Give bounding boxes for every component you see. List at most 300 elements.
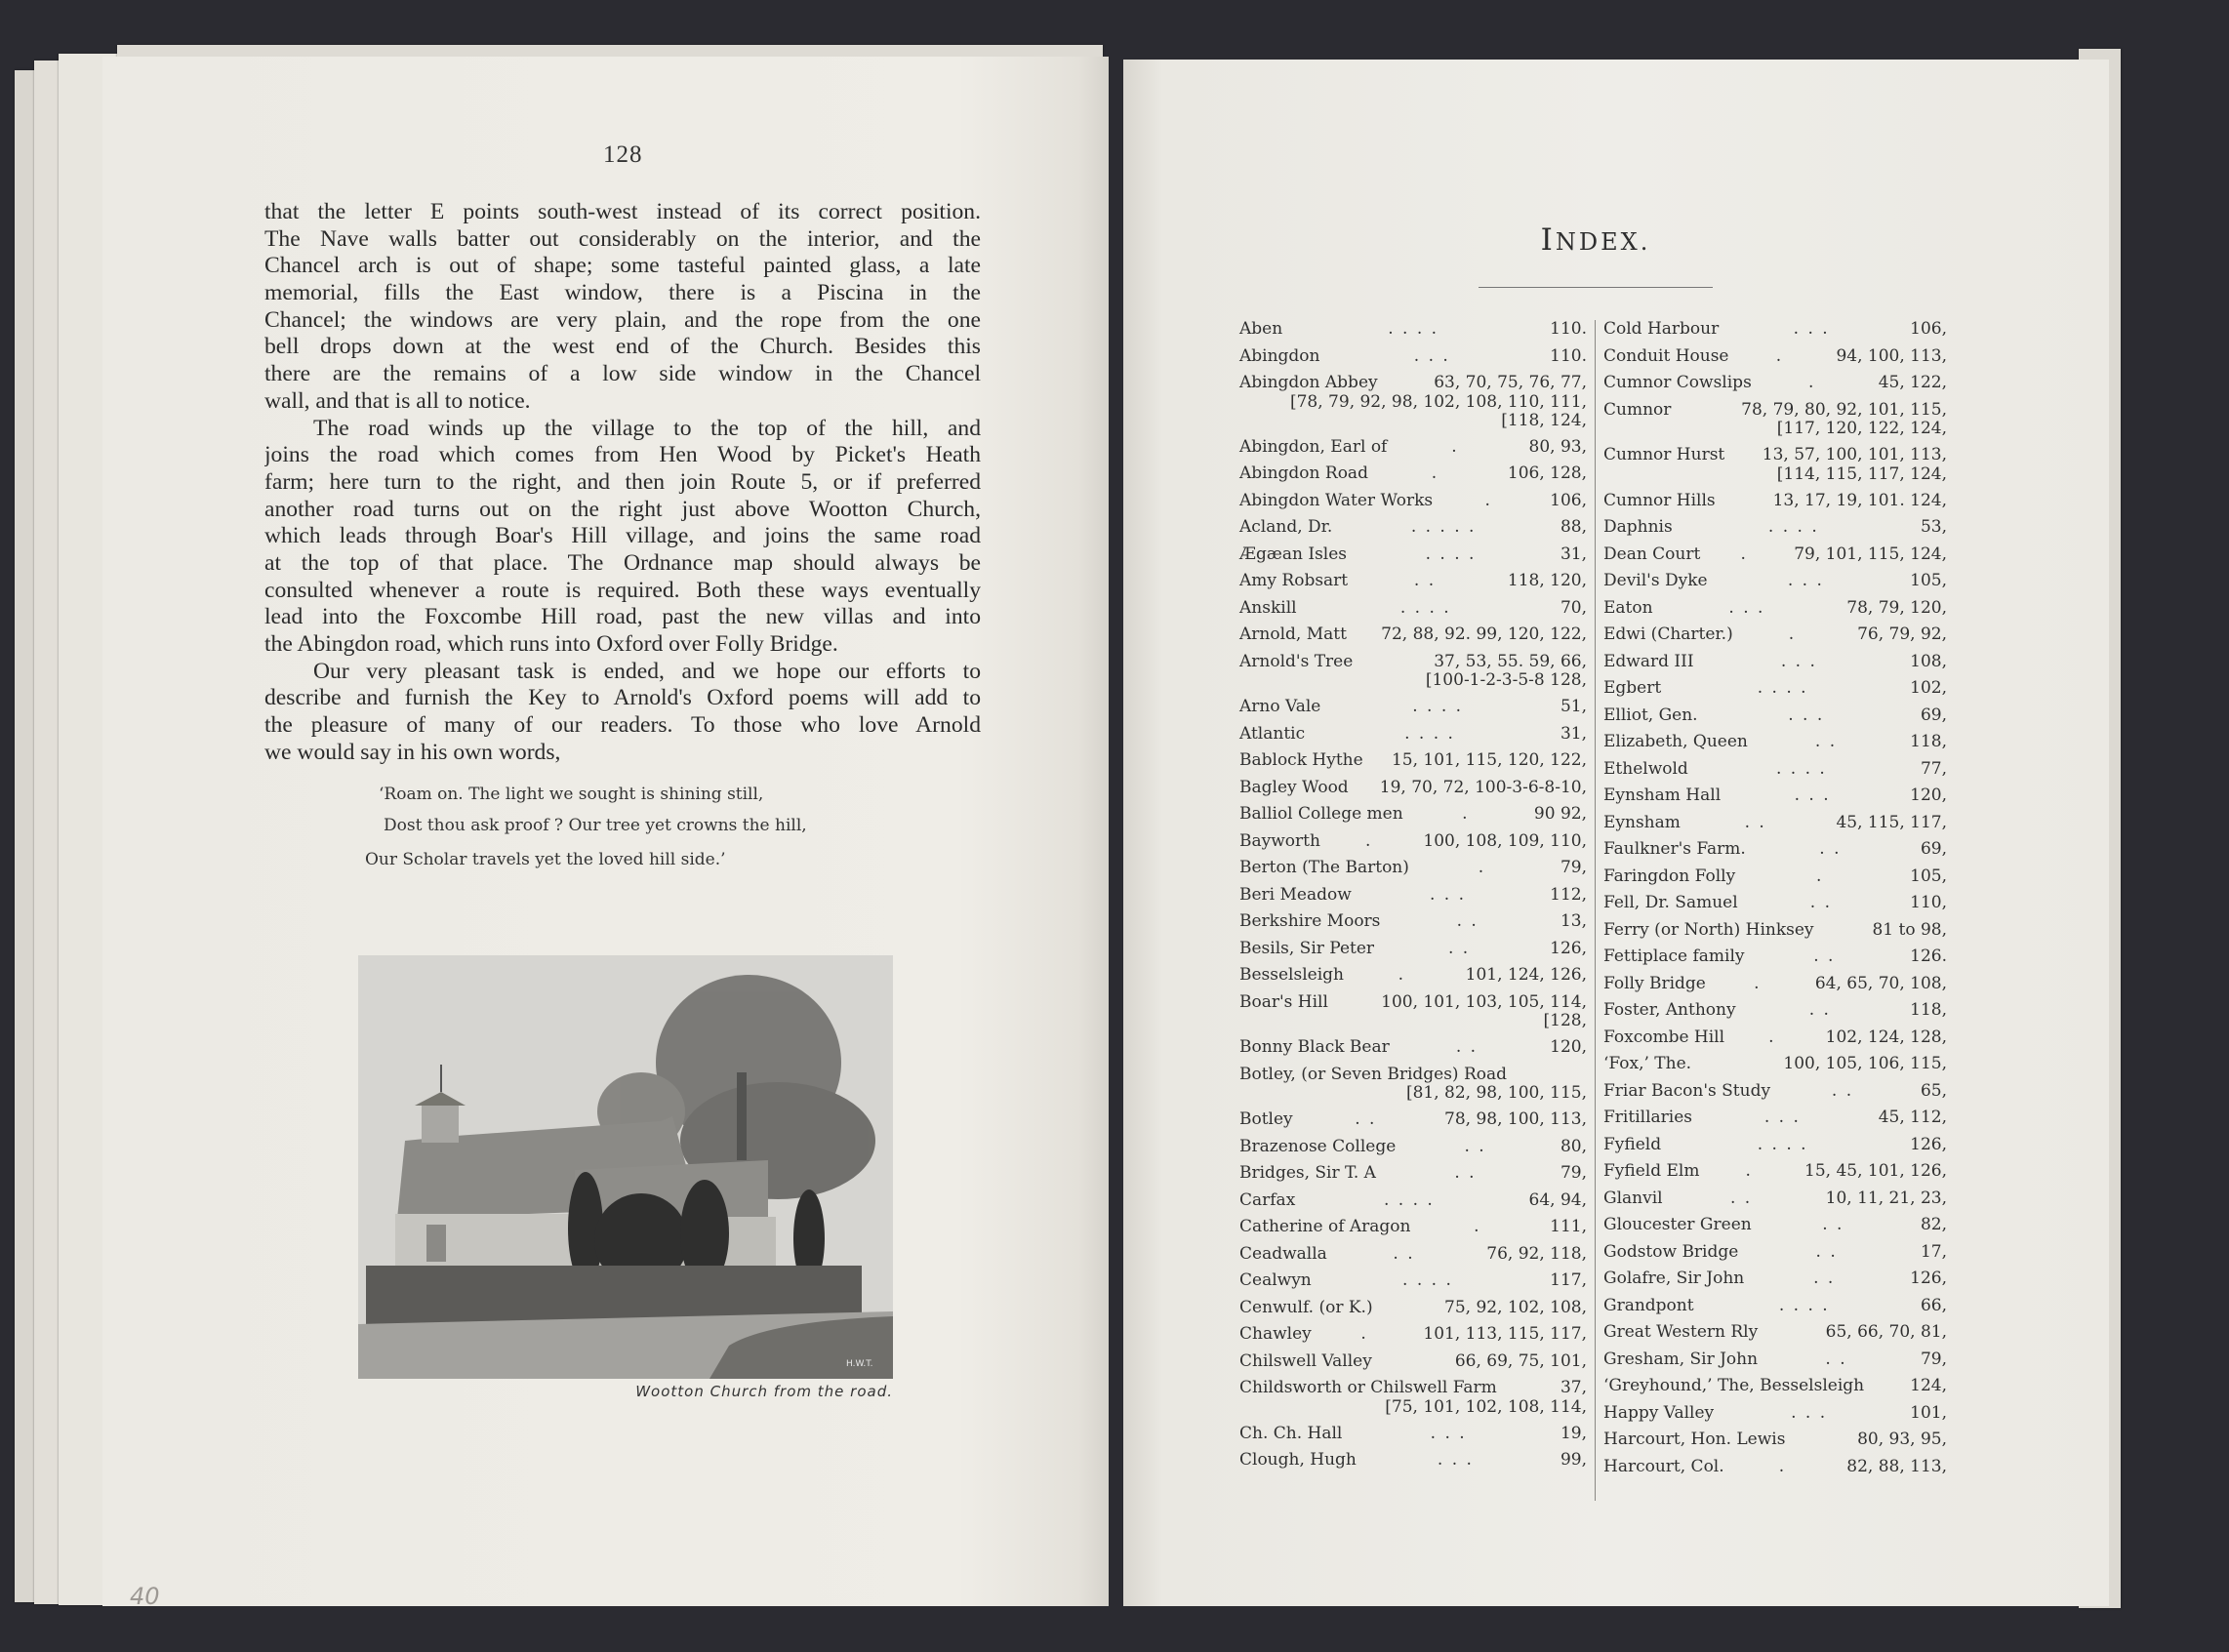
index-entry-name: Dean Court xyxy=(1603,544,1701,564)
text-line: lead into the Foxcombe Hill road, past the new villas and into xyxy=(264,604,981,630)
index-entry-pages: 82, xyxy=(1920,1215,1947,1234)
index-entry-name: Grandpont xyxy=(1603,1295,1694,1315)
index-entry-pages: 80, 93, 95, xyxy=(1857,1430,1947,1449)
index-entry xyxy=(1603,1078,1947,1106)
dot-leader: . . . . xyxy=(1388,319,1439,339)
index-entry-name: Cealwyn xyxy=(1239,1270,1312,1290)
dot-leader: . . . . xyxy=(1757,678,1808,698)
text-line: Chancel arch is out of shape; some tasteful painted glass, a late xyxy=(264,253,981,279)
index-entry xyxy=(1603,343,1947,371)
text-line: farm; here turn to the right, and then join Route 5, or if preferred xyxy=(264,468,981,495)
index-entry xyxy=(1239,989,1587,1017)
index-entry-pages: 65, 66, 70, 81, xyxy=(1825,1322,1947,1342)
index-entry-pages: 126, xyxy=(1910,1134,1947,1154)
index-column-left xyxy=(1239,316,1587,1474)
index-entry-name: Arnold, Matt xyxy=(1239,625,1347,644)
index-entry-name: Botley, (or Seven Bridges) Road xyxy=(1239,1064,1508,1084)
index-entry-name: Cumnor xyxy=(1603,399,1672,420)
index-entry xyxy=(1603,1239,1947,1267)
index-entry-name: Bonny Black Bear xyxy=(1239,1037,1390,1057)
index-entry-pages: 66, xyxy=(1920,1295,1947,1315)
index-entry xyxy=(1603,1186,1947,1213)
index-entry xyxy=(1239,622,1587,649)
index-entry-pages: 118, 120, xyxy=(1507,571,1587,590)
index-entry xyxy=(1239,1134,1587,1161)
index-entry-pages: 64, 94, xyxy=(1528,1189,1587,1210)
text-line: there are the remains of a low side window in the Chancel xyxy=(264,361,981,387)
index-entry-name: Clough, Hugh xyxy=(1239,1450,1357,1470)
index-entry-pages: 51, xyxy=(1560,697,1587,716)
dot-leader: . . xyxy=(1744,812,1766,832)
index-entry-name: Acland, Dr. xyxy=(1239,517,1333,537)
index-entry-name: Anskill xyxy=(1239,597,1297,618)
index-entry-name: Cumnor Cowslips xyxy=(1603,373,1752,392)
index-entry-pages: 102, 124, 128, xyxy=(1825,1027,1947,1047)
index-entry-name: Abingdon Road xyxy=(1239,463,1368,483)
index-entry-pages: 78, 98, 100, 113, xyxy=(1444,1109,1587,1129)
index-entry xyxy=(1239,514,1587,542)
index-entry-name: Ægæan Isles xyxy=(1239,544,1348,564)
index-entry-pages: 112, xyxy=(1550,884,1587,905)
index-column-right xyxy=(1603,316,1947,1480)
index-entry xyxy=(1603,1373,1947,1400)
dot-leader: . xyxy=(1462,804,1470,824)
dot-leader: . . xyxy=(1819,839,1842,859)
index-entry xyxy=(1603,316,1947,343)
index-entry xyxy=(1239,1349,1587,1376)
index-entry xyxy=(1239,316,1587,343)
index-entry xyxy=(1603,703,1947,730)
index-entry-name: Daphnis xyxy=(1603,517,1673,537)
dot-leader: . . . xyxy=(1791,1402,1828,1423)
index-entry xyxy=(1239,1107,1587,1134)
index-entry xyxy=(1239,936,1587,963)
index-entry-name: Abingdon xyxy=(1239,345,1320,366)
index-entry-pages: 10, 11, 21, 23, xyxy=(1825,1188,1947,1208)
index-entry xyxy=(1239,908,1587,936)
dot-leader: . xyxy=(1360,1324,1368,1344)
index-entry xyxy=(1603,675,1947,703)
index-entry-name: Abingdon Abbey xyxy=(1239,373,1378,392)
dot-leader: . . . xyxy=(1728,597,1765,618)
index-entry xyxy=(1603,810,1947,837)
index-entry xyxy=(1239,568,1587,595)
dot-leader: . . . xyxy=(1780,651,1817,671)
index-entry-name: Faringdon Folly xyxy=(1603,866,1736,886)
index-entry-pages: 126. xyxy=(1910,947,1947,966)
index-entry xyxy=(1603,370,1947,397)
index-entry-pages: 64, 65, 70, 108, xyxy=(1814,973,1947,993)
text-line: the Abingdon road, which runs into Oxford over Folly Bridge. xyxy=(264,631,838,657)
index-entry-name: Foster, Anthony xyxy=(1603,1000,1736,1020)
index-entry-name: Fyfield Elm xyxy=(1603,1161,1700,1181)
index-entry-pages: 126, xyxy=(1550,938,1587,958)
index-entry-name: Bagley Wood xyxy=(1239,777,1349,797)
index-entry-pages: 45, 112, xyxy=(1878,1108,1947,1127)
text-line: which leads through Boar's Hill village, and joins the same road xyxy=(264,523,981,549)
text-line: Chancel; the windows are very plain, and the rope from the one xyxy=(264,306,981,333)
dot-leader: . . . xyxy=(1430,1423,1467,1443)
dot-leader: . . . xyxy=(1763,1108,1801,1127)
dot-leader: . . xyxy=(1455,1037,1479,1057)
index-entry-name: Chawley xyxy=(1239,1324,1312,1344)
index-entry xyxy=(1603,595,1947,623)
index-entry-name: Ferry (or North) Hinksey xyxy=(1603,919,1814,940)
index-entry-name: Happy Valley xyxy=(1603,1402,1715,1423)
index-entry xyxy=(1603,568,1947,595)
index-entry-pages: 13, 57, 100, 101, 113, xyxy=(1762,445,1947,464)
text-line: another road turns out on the right just above Wootton Church, xyxy=(264,496,981,522)
index-entry-pages: 37, 53, 55. 59, 66, xyxy=(1434,651,1587,671)
index-entry xyxy=(1603,1132,1947,1159)
index-entry-name: Edwi (Charter.) xyxy=(1603,625,1733,644)
index-entry xyxy=(1239,595,1587,623)
index-entry-pages: 63, 70, 75, 76, 77, xyxy=(1434,373,1587,392)
photo-credit: H.W.T. xyxy=(846,1359,873,1369)
index-entry-pages: 19, 70, 72, 100-3-6-8-10, xyxy=(1379,777,1587,797)
index-entry xyxy=(1603,864,1947,891)
dot-leader: . . . xyxy=(1413,345,1450,366)
index-entry-name: Childsworth or Chilswell Farm xyxy=(1239,1378,1497,1397)
index-entry-name: Cumnor Hills xyxy=(1603,490,1716,510)
index-entry xyxy=(1603,1319,1947,1347)
index-entry-pages: 110, xyxy=(1910,893,1947,912)
index-entry xyxy=(1239,775,1587,802)
index-entry-name: Berkshire Moors xyxy=(1239,911,1381,931)
index-entry-name: Folly Bridge xyxy=(1603,973,1706,993)
index-entry-name: Cenwulf. (or K.) xyxy=(1239,1297,1373,1317)
index-entry-pages: 31, xyxy=(1560,544,1587,564)
index-entry-pages: 126, xyxy=(1910,1269,1947,1288)
index-entry-pages: 110. xyxy=(1550,345,1587,366)
index-entry-name: Conduit House xyxy=(1603,345,1729,366)
text-line: at the top of that place. The Ordnance map should always be xyxy=(264,549,981,576)
index-entry-pages: 53, xyxy=(1920,517,1947,537)
index-entry xyxy=(1239,828,1587,856)
index-entry xyxy=(1603,514,1947,542)
dot-leader: . xyxy=(1808,373,1816,392)
index-entry-continuation: [114, 115, 117, 124, xyxy=(1776,463,1947,484)
dot-leader: . xyxy=(1778,1456,1787,1476)
index-entry xyxy=(1603,997,1947,1025)
index-entry-continuation: [128, xyxy=(1543,1011,1587,1030)
index-entry-name: Cumnor Hurst xyxy=(1603,445,1725,464)
dot-leader: . . xyxy=(1447,938,1471,958)
dot-leader: . xyxy=(1398,965,1406,985)
index-entry-pages: 101, xyxy=(1910,1402,1947,1423)
index-entry-pages: 124, xyxy=(1910,1376,1947,1395)
index-entry-continuation: [78, 79, 92, 98, 102, 108, 110, 111, xyxy=(1289,391,1587,412)
index-entry-pages: 79, xyxy=(1920,1349,1947,1369)
index-entry-name: ‘Fox,’ The. xyxy=(1603,1054,1692,1073)
index-entry-name: Harcourt, Hon. Lewis xyxy=(1603,1430,1786,1449)
dot-leader: . . xyxy=(1831,1080,1854,1101)
dot-leader: . . . . xyxy=(1402,1270,1453,1290)
dot-leader: . xyxy=(1754,973,1762,993)
index-entry-pages: 79, xyxy=(1560,858,1587,877)
index-entry-pages: 79, xyxy=(1560,1163,1587,1183)
dot-leader: . . . . xyxy=(1757,1134,1808,1154)
index-entry xyxy=(1239,1268,1587,1295)
index-entry-name: Atlantic xyxy=(1239,723,1306,744)
index-entry-pages: 100, 105, 106, 115, xyxy=(1783,1054,1947,1073)
index-entry xyxy=(1603,542,1947,569)
index-entry-pages: 69, xyxy=(1920,705,1947,725)
index-title-initial: I xyxy=(1540,222,1556,258)
index-entry xyxy=(1603,1105,1947,1132)
index-entry-pages: 110. xyxy=(1550,319,1587,339)
index-entry-pages: 79, 101, 115, 124, xyxy=(1794,544,1947,564)
dot-leader: . . xyxy=(1464,1136,1486,1156)
dot-leader: . . xyxy=(1355,1109,1377,1129)
dot-leader: . xyxy=(1484,490,1492,510)
dot-leader: . . xyxy=(1813,947,1836,966)
page-number: 128 xyxy=(603,141,643,168)
index-entry-pages: 66, 69, 75, 101, xyxy=(1454,1350,1587,1371)
church-photograph xyxy=(358,955,893,1379)
dot-leader: . xyxy=(1451,436,1459,457)
index-entry xyxy=(1239,1321,1587,1349)
index-entry xyxy=(1603,1051,1947,1078)
dot-leader: . . xyxy=(1454,1163,1477,1183)
index-entry-pages: 88, xyxy=(1560,517,1587,537)
text-line: the pleasure of many of our readers. To those who love Arnold xyxy=(264,712,981,739)
index-entry xyxy=(1603,836,1947,864)
index-entry xyxy=(1603,1025,1947,1052)
index-entry-pages: 82, 88, 113, xyxy=(1846,1456,1947,1476)
index-entry xyxy=(1239,721,1587,748)
index-entry xyxy=(1239,1421,1587,1448)
index-entry-pages: 13, xyxy=(1560,911,1587,931)
index-entry-name: Chilswell Valley xyxy=(1239,1350,1372,1371)
index-entry-pages: 81 to 98, xyxy=(1872,919,1947,940)
dot-leader: . . . . xyxy=(1383,1189,1435,1210)
index-entry xyxy=(1603,622,1947,649)
index-entry-name: Fyfield xyxy=(1603,1134,1662,1154)
text-line: bell drops down at the west end of the Church. Besides this xyxy=(264,334,981,360)
index-entry-pages: 90 92, xyxy=(1533,804,1587,824)
index-entry-pages: 108, xyxy=(1910,651,1947,671)
index-entry-pages: 99, xyxy=(1560,1450,1587,1470)
dot-leader: . . . xyxy=(1429,884,1466,905)
index-entry xyxy=(1239,488,1587,515)
index-entry-name: Cold Harbour xyxy=(1603,319,1720,339)
index-entry-continuation: [117, 120, 122, 124, xyxy=(1776,419,1947,438)
poem-line: Dost thou ask proof ? Our tree yet crowns the hill, xyxy=(384,816,807,835)
dot-leader: . . . . xyxy=(1775,758,1827,779)
text-line: Our very pleasant task is ended, and we hope our efforts to xyxy=(313,658,981,684)
index-entry-pages: 80, 93, xyxy=(1528,436,1587,457)
index-entry-pages: 80, xyxy=(1560,1136,1587,1156)
index-entry xyxy=(1239,962,1587,989)
index-entry-name: Gloucester Green xyxy=(1603,1215,1752,1234)
index-entry-name: Besselsleigh xyxy=(1239,965,1344,985)
index-entry-name: Eaton xyxy=(1603,597,1653,618)
index-entry-pages: 106, xyxy=(1550,490,1587,510)
index-entry-pages: 75, 92, 102, 108, xyxy=(1444,1297,1587,1317)
index-entry xyxy=(1239,461,1587,488)
column-divider xyxy=(1595,320,1596,1501)
index-entry-name: Eynsham xyxy=(1603,812,1681,832)
dot-leader: . xyxy=(1815,866,1824,886)
index-entry-name: Abingdon, Earl of xyxy=(1239,436,1388,457)
index-entry xyxy=(1603,783,1947,810)
index-title xyxy=(1479,222,1713,258)
index-entry xyxy=(1603,729,1947,756)
dot-leader: . xyxy=(1788,625,1797,644)
index-entry-name: Gresham, Sir John xyxy=(1603,1349,1759,1369)
dot-leader: . . xyxy=(1809,893,1832,912)
index-entry xyxy=(1239,542,1587,569)
dot-leader: . xyxy=(1431,463,1439,483)
text-line: The Nave walls batter out considerably on the interior, and the xyxy=(264,225,981,252)
dot-leader: . xyxy=(1768,1027,1776,1047)
index-entry-name: Godstow Bridge xyxy=(1603,1241,1739,1262)
text-line: joins the road which comes from Hen Wood by Picket's Heath xyxy=(264,442,981,468)
index-entry-pages: 45, 122, xyxy=(1878,373,1947,392)
index-entry-name: Bayworth xyxy=(1239,830,1320,851)
index-entry-pages: 69, xyxy=(1920,839,1947,859)
index-entry-name: Faulkner's Farm. xyxy=(1603,839,1746,859)
text-line: The road winds up the village to the top of the hill, and xyxy=(313,415,981,441)
index-entry-continuation: [118, 124, xyxy=(1501,410,1587,430)
dot-leader: . . . xyxy=(1437,1450,1474,1470)
index-entry-pages: 94, 100, 113, xyxy=(1836,345,1947,366)
index-entry-pages: 76, 79, 92, xyxy=(1857,625,1947,644)
dot-leader: . . xyxy=(1825,1349,1847,1369)
dot-leader: . . xyxy=(1730,1188,1753,1208)
index-entry-pages: 101, 124, 126, xyxy=(1465,965,1587,985)
dot-leader: . . xyxy=(1393,1243,1415,1264)
index-entry-name: Ch. Ch. Hall xyxy=(1239,1423,1343,1443)
text-line: wall, and that is all to notice. xyxy=(264,387,531,414)
index-entry-pages: 105, xyxy=(1910,571,1947,590)
index-entry xyxy=(1603,649,1947,676)
index-entry-name: Friar Bacon's Study xyxy=(1603,1080,1771,1101)
index-entry-name: Berton (The Barton) xyxy=(1239,858,1409,877)
index-entry xyxy=(1603,1427,1947,1454)
index-entry-continuation: [81, 82, 98, 100, 115, xyxy=(1405,1083,1587,1103)
index-entry xyxy=(1239,343,1587,371)
body-text xyxy=(264,199,981,766)
index-entry-pages: 117, xyxy=(1550,1270,1587,1290)
index-entry-pages: 78, 79, 120, xyxy=(1846,597,1947,618)
index-entry xyxy=(1603,971,1947,998)
index-entry-name: Glanvil xyxy=(1603,1188,1663,1208)
text-line: memorial, fills the East window, there is a Piscina in the xyxy=(264,280,981,306)
dot-leader: . . xyxy=(1814,732,1838,751)
index-entry-pages: 102, xyxy=(1910,678,1947,698)
index-entry-name: Besils, Sir Peter xyxy=(1239,938,1375,958)
index-entry xyxy=(1603,1266,1947,1293)
dot-leader: . . . . xyxy=(1425,544,1477,564)
poem-line: Our Scholar travels yet the loved hill side.’ xyxy=(365,850,726,869)
index-entry xyxy=(1239,747,1587,775)
index-entry-pages: 100, 108, 109, 110, xyxy=(1423,830,1587,851)
index-entry-name: Great Western Rly xyxy=(1603,1322,1759,1342)
index-entry-name: Amy Robsart xyxy=(1239,571,1349,590)
photo-caption: Wootton Church from the road. xyxy=(635,1383,893,1400)
index-entry-name: Bablock Hythe xyxy=(1239,750,1363,770)
dot-leader: . . . xyxy=(1787,571,1824,590)
dot-leader: . . xyxy=(1822,1215,1844,1234)
index-entry xyxy=(1603,917,1947,945)
index-entry-continuation: [100-1-2-3-5-8 128, xyxy=(1425,670,1587,690)
dot-leader: . xyxy=(1740,544,1748,564)
index-entry-pages: 37, xyxy=(1560,1378,1587,1397)
index-entry-name: Balliol College men xyxy=(1239,804,1403,824)
index-entry-name: Beri Meadow xyxy=(1239,884,1352,905)
index-entry xyxy=(1239,1447,1587,1474)
index-entry xyxy=(1603,1158,1947,1186)
index-entry-name: Fritillaries xyxy=(1603,1108,1692,1127)
dot-leader: . . xyxy=(1808,1000,1831,1020)
index-entry-name: Fell, Dr. Samuel xyxy=(1603,893,1738,912)
index-entry-pages: 120, xyxy=(1550,1037,1587,1057)
index-entry xyxy=(1239,1295,1587,1322)
index-entry-pages: 65, xyxy=(1920,1080,1947,1101)
dot-leader: . . . xyxy=(1794,786,1831,805)
index-entry-name: Botley xyxy=(1239,1109,1293,1129)
text-line: consulted whenever a route is required. Both these ways eventually xyxy=(264,577,981,603)
dot-leader: . . xyxy=(1815,1241,1838,1262)
index-entry xyxy=(1239,1214,1587,1241)
title-rule xyxy=(1479,287,1713,288)
dot-leader: . . . . xyxy=(1767,517,1819,537)
index-entry xyxy=(1603,1400,1947,1428)
index-entry-name: Egbert xyxy=(1603,678,1662,698)
index-entry-name: Catherine of Aragon xyxy=(1239,1217,1411,1236)
dot-leader: . . . xyxy=(1793,319,1830,339)
index-entry xyxy=(1239,434,1587,462)
text-line: that the letter E points south-west instead of its correct position. xyxy=(264,199,981,224)
index-entry-name: Elliot, Gen. xyxy=(1603,705,1698,725)
index-entry xyxy=(1603,1212,1947,1239)
index-entry-pages: 19, xyxy=(1560,1423,1587,1443)
index-entry xyxy=(1603,890,1947,917)
index-entry xyxy=(1239,801,1587,828)
dot-leader: . . . . xyxy=(1412,697,1464,716)
index-entry-name: Arnold's Tree xyxy=(1239,651,1354,671)
index-entry-name: Fettiplace family xyxy=(1603,947,1745,966)
dot-leader: . xyxy=(1745,1161,1753,1181)
index-entry xyxy=(1603,1347,1947,1374)
index-entry-name: Brazenose College xyxy=(1239,1136,1397,1156)
dot-leader: . . xyxy=(1456,911,1479,931)
text-line: we would say in his own words, xyxy=(264,739,561,765)
index-entry-pages: 72, 88, 92. 99, 120, 122, xyxy=(1381,625,1587,644)
index-entry-pages: 101, 113, 115, 117, xyxy=(1423,1324,1587,1344)
index-entry xyxy=(1603,1454,1947,1481)
dot-leader: . . . xyxy=(1788,705,1825,725)
index-entry xyxy=(1603,1293,1947,1320)
index-entry xyxy=(1239,694,1587,721)
index-entry-pages: 105, xyxy=(1910,866,1947,886)
index-entry-pages: 70, xyxy=(1560,597,1587,618)
index-entry-name: Elizabeth, Queen xyxy=(1603,732,1748,751)
index-entry-name: Ethelwold xyxy=(1603,758,1688,779)
dot-leader: . xyxy=(1364,830,1373,851)
index-entry-name: Harcourt, Col. xyxy=(1603,1456,1724,1476)
index-entry-pages: 15, 45, 101, 126, xyxy=(1804,1161,1947,1181)
index-entry-continuation: [75, 101, 102, 108, 114, xyxy=(1385,1396,1587,1417)
index-entry-name: Ceadwalla xyxy=(1239,1243,1327,1264)
index-entry-name: Bridges, Sir T. A xyxy=(1239,1163,1376,1183)
index-entry-name: Golafre, Sir John xyxy=(1603,1269,1745,1288)
index-entry-pages: 76, 92, 118, xyxy=(1486,1243,1587,1264)
index-entry-name: Abingdon Water Works xyxy=(1239,490,1434,510)
index-entry-pages: 106, 128, xyxy=(1507,463,1587,483)
